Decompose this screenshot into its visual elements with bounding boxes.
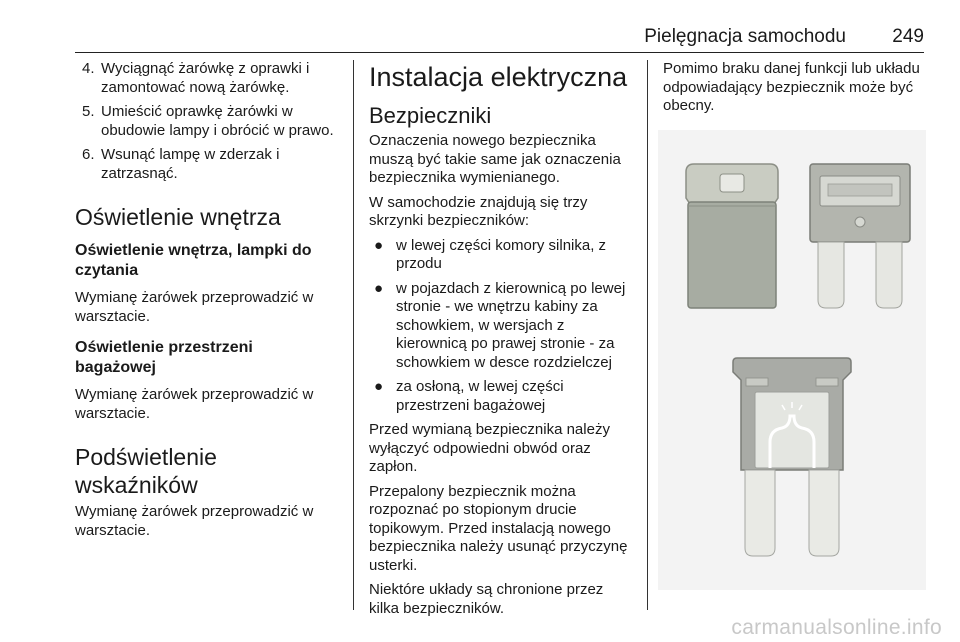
reading-lamps-text: Wymianę żarówek przeprowadzić w warsztacie. (75, 289, 314, 325)
list-item (75, 146, 337, 183)
list-item (75, 60, 337, 97)
fuses-paragraph-4: Przepalony bezpiecznik można rozpoznać po stopionym drucie topikowym. Przed instalacją nowego bezpiecznika należy usunąć przyczynę usterki. (369, 482, 628, 574)
bullet-icon: ● (374, 279, 384, 297)
step-text: Wsunąć lampę w zderzak i zatrzasnąć. (101, 146, 280, 182)
page-number: 249 (892, 26, 924, 47)
steps-list (75, 60, 337, 183)
fuse-types-illustration (658, 130, 926, 590)
bullet-text: w pojazdach z kierownicą po lewej stronie - we wnętrzu kabiny za schowkiem, w wersjach z kierownicą po prawej stronie - za schowkiem w desce rozdzielczej (396, 279, 626, 371)
boot-lighting-heading: Oświetlenie przestrzeni bagażowej (75, 339, 253, 376)
list-item (369, 378, 633, 415)
step-number: 5. (82, 103, 95, 120)
list-item (75, 103, 337, 140)
bullet-text: w lewej części komory silnika, z przodu (396, 236, 607, 272)
fuse-box-list (369, 237, 633, 416)
bullet-icon: ● (374, 236, 384, 254)
column-left (75, 60, 337, 546)
page-title: Pielęgnacja samochodu (644, 26, 846, 47)
interior-lighting-heading: Oświetlenie wnętrza (75, 204, 281, 230)
boot-lighting-text: Wymianę żarówek przeprowadzić w warsztacie. (75, 386, 314, 422)
gauge-illumination-text: Wymianę żarówek przeprowadzić w warsztacie. (75, 503, 314, 539)
step-text: Umieścić oprawkę żarówki w obudowie lampy i obrócić w prawo. (101, 103, 334, 139)
fuses-paragraph-5: Niektóre układy są chronione przez kilka bezpieczników. (369, 581, 604, 617)
column-divider-left (353, 60, 354, 610)
fuses-paragraph-1: Oznaczenia nowego bezpiecznika muszą być takie same jak oznaczenia bezpiecznika wymienianego. (369, 132, 621, 186)
bullet-text: za osłoną, w lewej części przestrzeni bagażowej (396, 378, 564, 414)
step-text: Wyciągnąć żarówkę z oprawki i zamontować nową żarówkę. (101, 60, 310, 96)
fuses-paragraph-3: Przed wymianą bezpiecznika należy wyłączyć odpowiedni obwód oraz zapłon. (369, 421, 610, 475)
fuses-heading: Bezpieczniki (369, 103, 492, 128)
bullet-icon: ● (374, 378, 384, 395)
list-item (369, 280, 633, 373)
list-item (369, 237, 633, 274)
fuses-paragraph-2: W samochodzie znajdują się trzy skrzynki bezpieczników: (369, 193, 588, 229)
step-number: 6. (82, 146, 95, 163)
watermark-text: carmanualsonline.info (731, 616, 942, 639)
cartridge-fuse-icon (686, 164, 778, 308)
column-divider-right (647, 60, 648, 610)
gauge-illumination-heading: Podświetlenie wskaźników (75, 444, 217, 498)
column-right (663, 60, 928, 122)
reading-lamps-heading: Oświetlenie wnętrza, lampki do czytania (75, 242, 312, 279)
fuse-note-paragraph: Pomimo braku danej funkcji lub układu odpowiadający bezpiecznik może być obecny. (663, 60, 920, 114)
column-middle (369, 60, 633, 624)
step-number: 4. (82, 60, 95, 77)
page-header (75, 14, 924, 53)
electrical-system-heading: Instalacja elektryczna (369, 62, 628, 92)
